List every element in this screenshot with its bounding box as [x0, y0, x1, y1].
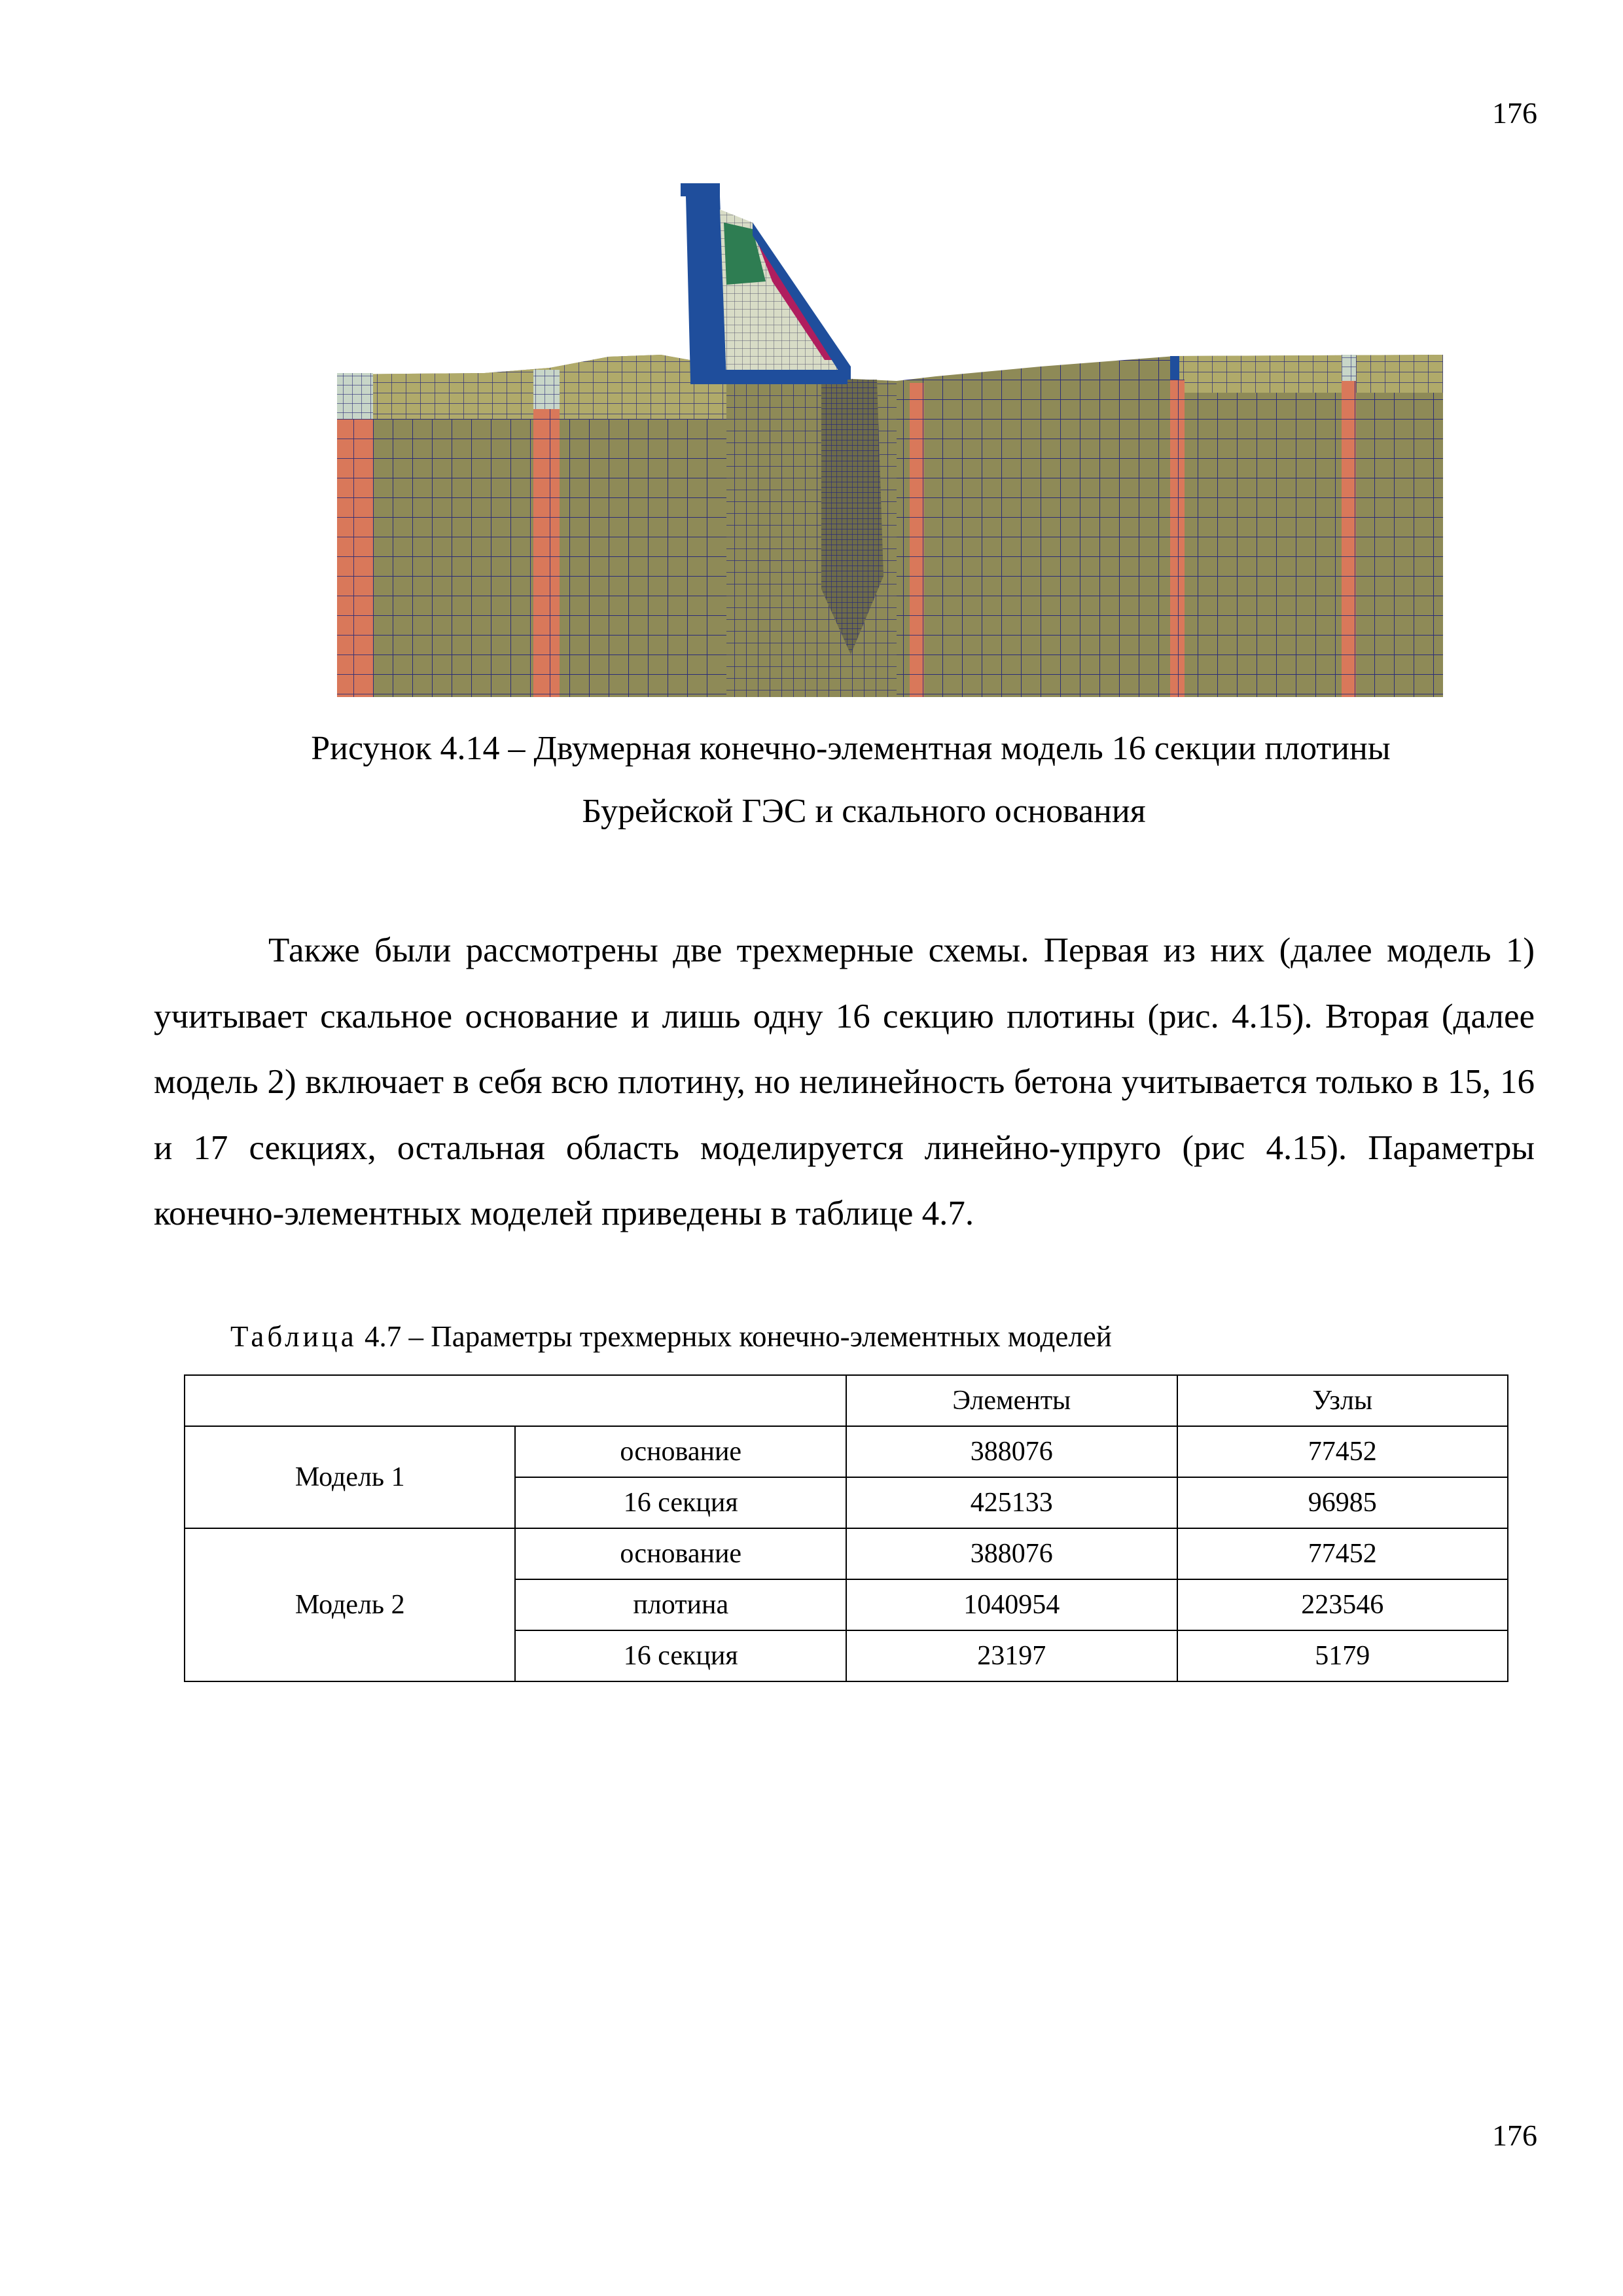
light-cells-right [1342, 355, 1356, 381]
page-number-bottom: 176 [1492, 2119, 1537, 2152]
table-header-row [185, 1375, 1508, 1426]
body-paragraph [154, 918, 1535, 1247]
elements-cell: 388076 [846, 1426, 1177, 1477]
elements-cell: 1040954 [846, 1579, 1177, 1630]
header-elements: Элементы [846, 1375, 1177, 1426]
figure-caption-line2: Бурейской ГЭС и скального основания [582, 793, 1146, 830]
fe-model-figure [334, 183, 1446, 700]
nodes-cell: 77452 [1177, 1426, 1508, 1477]
blue-cell-right [1170, 356, 1179, 380]
orange-band-2 [533, 406, 560, 697]
nodes-cell: 5179 [1177, 1630, 1508, 1681]
table-caption [230, 1319, 1112, 1354]
elements-cell: 23197 [846, 1630, 1177, 1681]
foundation-right [897, 355, 1443, 697]
table-row [185, 1426, 1508, 1477]
figure-caption-line1: Рисунок 4.14 – Двумерная конечно-элементная модель 16 секции плотины [311, 730, 1391, 767]
parameters-table [184, 1374, 1508, 1682]
part-cell: плотина [515, 1579, 846, 1630]
paragraph-text: Также были рассмотрены две трехмерные схемы. Первая из них (далее модель 1) учитывает скальное основание и лишь одну 16 секцию плотины (рис. 4.15). Вторая (далее модель 2) включает в себя всю плотину, но нелинейность бетона учитывается только в 15, 16 и 17 секциях, остальная область моделируется линейно-упруго (рис 4.15). Параметры конечно-элементных моделей приведены в таблице 4.7. [154, 931, 1535, 1232]
light-cells-left [337, 373, 373, 419]
orange-band-4 [1170, 380, 1185, 697]
upper-layer-right [1175, 355, 1443, 393]
elements-cell: 425133 [846, 1477, 1177, 1528]
orange-band-left [337, 416, 373, 697]
dam-upstream-wall [686, 196, 726, 380]
dam-crest [681, 183, 720, 196]
nodes-cell: 223546 [1177, 1579, 1508, 1630]
nodes-cell: 96985 [1177, 1477, 1508, 1528]
header-nodes: Узлы [1177, 1375, 1508, 1426]
part-cell: основание [515, 1528, 846, 1579]
dam-base [690, 370, 847, 384]
orange-band-5 [1342, 380, 1356, 697]
nodes-cell: 77452 [1177, 1528, 1508, 1579]
part-cell: 16 секция [515, 1630, 846, 1681]
table-row [185, 1528, 1508, 1579]
model1-label: Модель 1 [185, 1426, 515, 1528]
table-caption-rest: 4.7 – Параметры трехмерных конечно-элементных моделей [357, 1320, 1112, 1353]
orange-band-3 [910, 383, 924, 697]
part-cell: основание [515, 1426, 846, 1477]
table-caption-prefix: Таблица [230, 1320, 357, 1353]
elements-cell: 388076 [846, 1528, 1177, 1579]
part-cell: 16 секция [515, 1477, 846, 1528]
dam [681, 183, 851, 384]
model2-label: Модель 2 [185, 1528, 515, 1681]
table-corner-cell [185, 1375, 846, 1426]
page-number-top: 176 [1492, 96, 1537, 130]
light-cells-2 [533, 370, 560, 409]
